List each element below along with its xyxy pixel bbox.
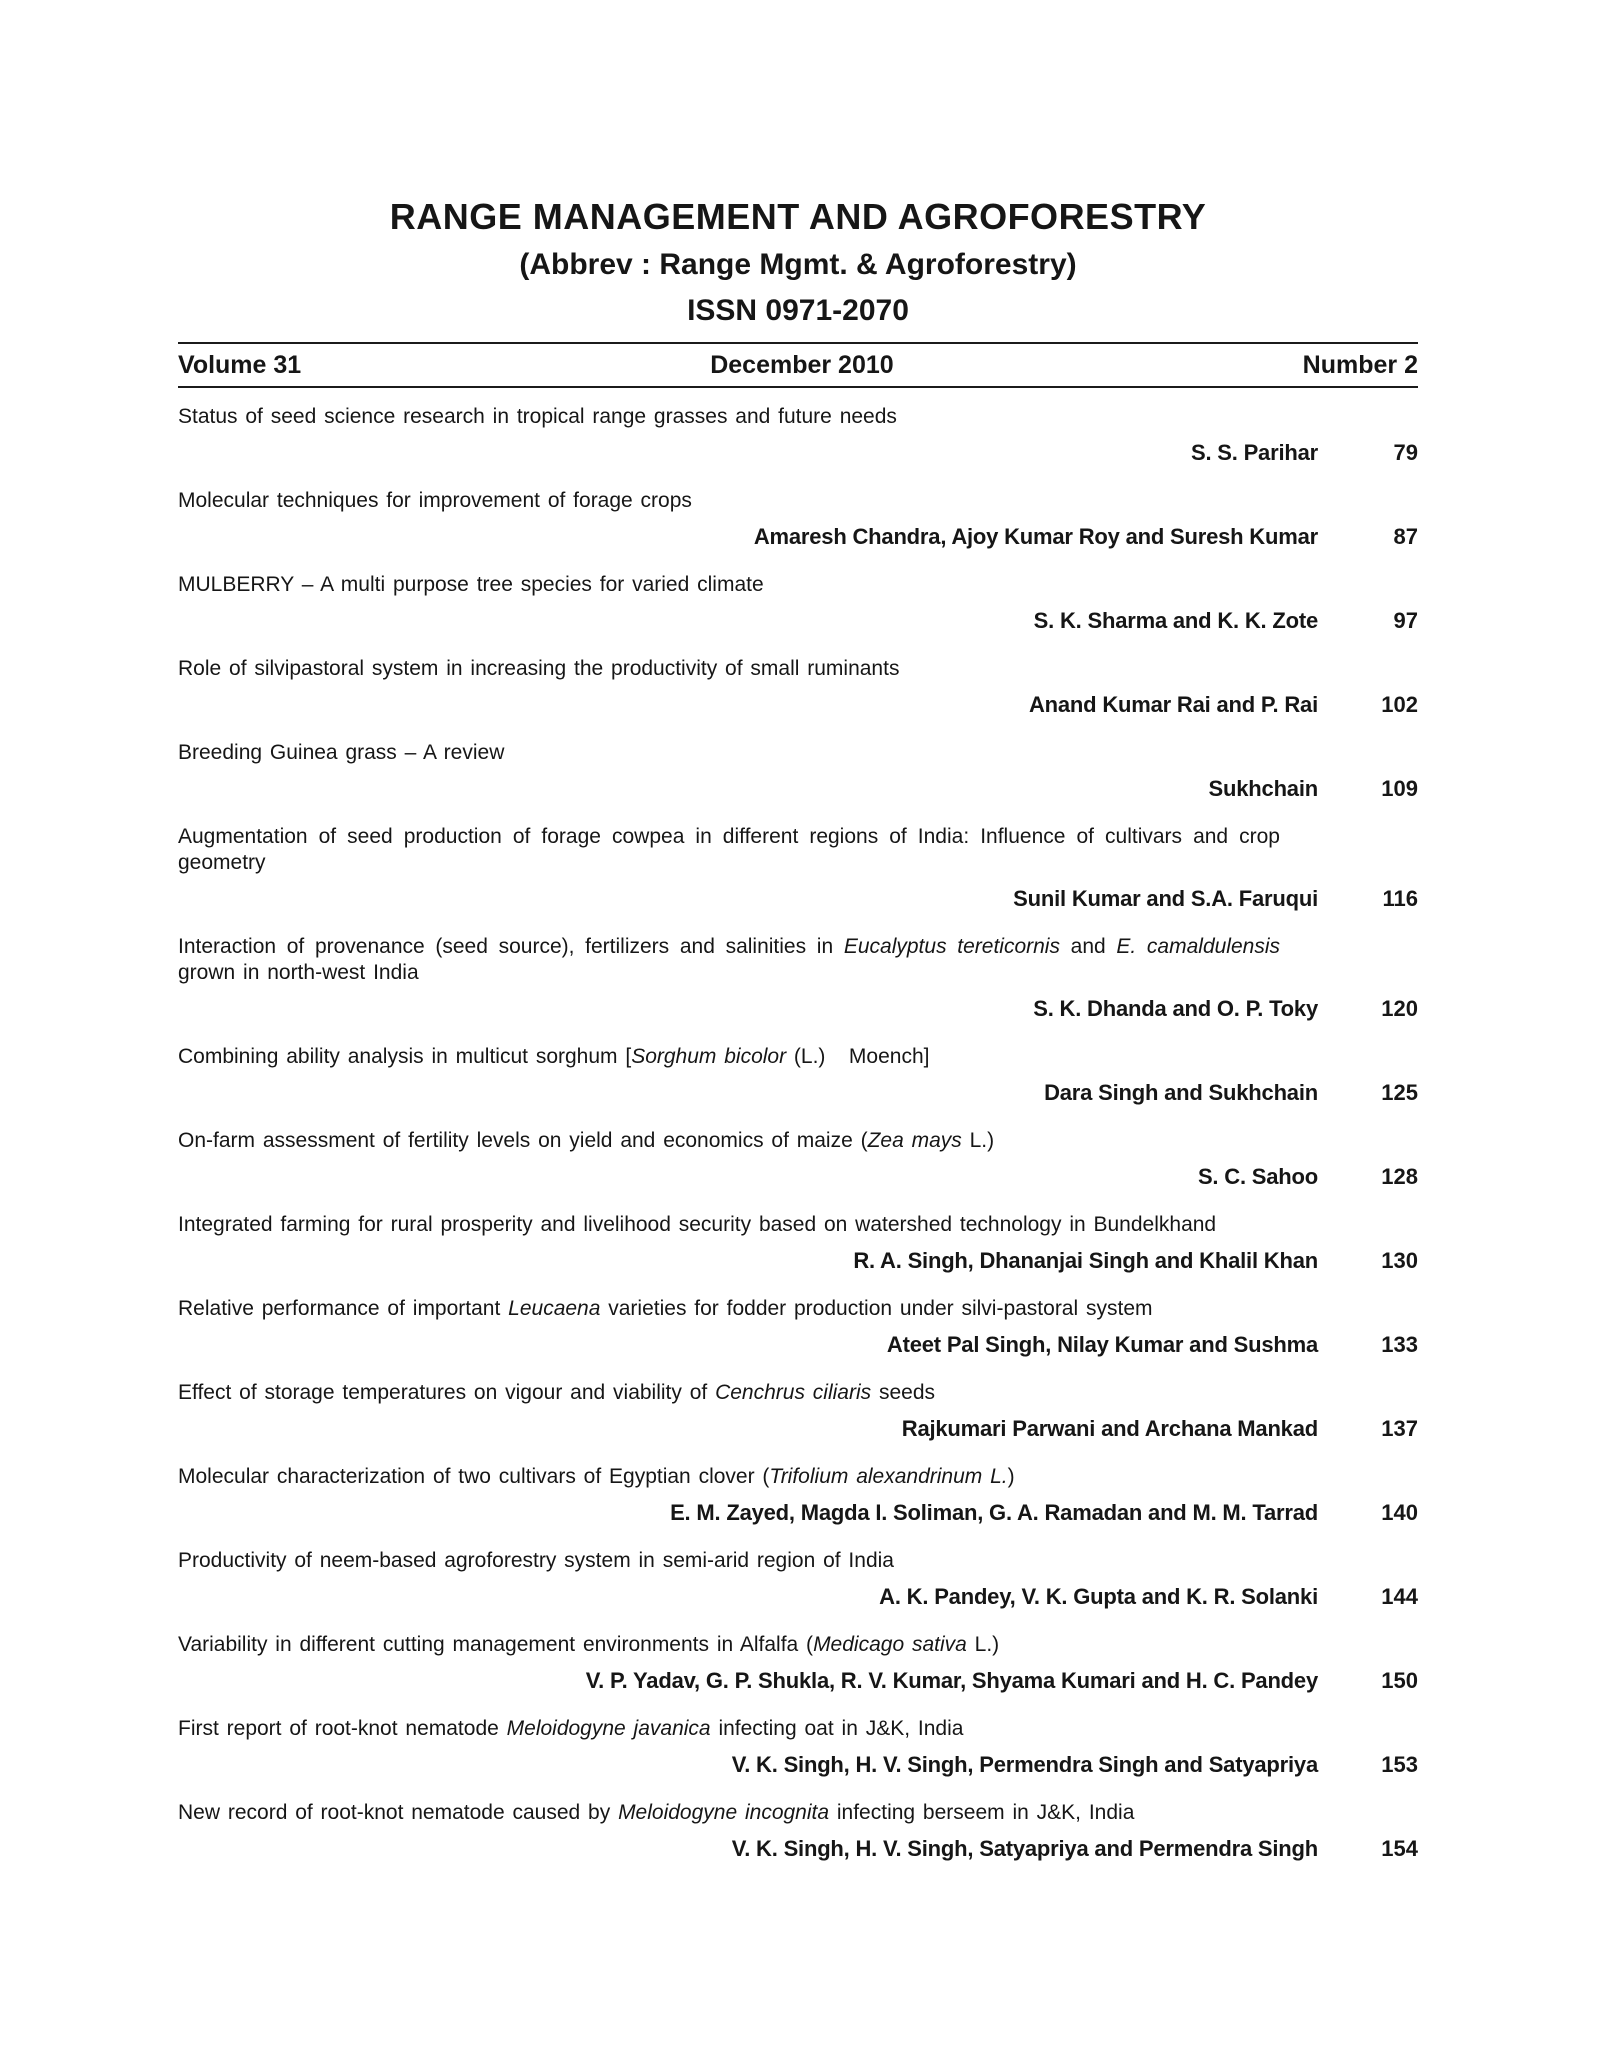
- article-byline: [178, 1080, 1418, 1128]
- article-title: Combining ability analysis in multicut sorghum [Sorghum bicolor (L.) Moench]: [178, 1045, 930, 1068]
- issue-bar: [178, 344, 1418, 386]
- article-byline: [178, 996, 1418, 1044]
- toc-entry[interactable]: [178, 1212, 1418, 1296]
- article-page-number: 144: [1381, 1584, 1418, 1609]
- toc-entry[interactable]: [178, 934, 1418, 1044]
- toc-entry[interactable]: [178, 740, 1418, 824]
- article-authors: V. K. Singh, H. V. Singh, Permendra Singh and Satyapriya: [731, 1752, 1318, 1777]
- article-authors: A. K. Pandey, V. K. Gupta and K. R. Solanki: [879, 1584, 1318, 1609]
- toc-entry[interactable]: [178, 1128, 1418, 1212]
- article-title: Breeding Guinea grass – A review: [178, 741, 505, 764]
- article-authors: Ateet Pal Singh, Nilay Kumar and Sushma: [886, 1332, 1318, 1357]
- article-page-number: 116: [1382, 886, 1418, 911]
- article-page-number: 109: [1381, 776, 1418, 801]
- toc-entry[interactable]: [178, 1464, 1418, 1548]
- article-page-number: 87: [1393, 524, 1418, 549]
- article-byline: [178, 608, 1418, 656]
- toc-entry[interactable]: [178, 824, 1418, 934]
- article-title: MULBERRY – A multi purpose tree species for varied climate: [178, 573, 764, 596]
- article-byline: [178, 1752, 1418, 1800]
- article-authors: Rajkumari Parwani and Archana Mankad: [901, 1416, 1318, 1441]
- article-authors: S. K. Dhanda and O. P. Toky: [1033, 996, 1318, 1021]
- article-page-number: 137: [1381, 1416, 1418, 1441]
- toc-entry[interactable]: [178, 572, 1418, 656]
- article-page-number: 128: [1381, 1164, 1418, 1189]
- article-title: Integrated farming for rural prosperity and livelihood security based on watershed technology in Bundelkhand: [178, 1213, 1217, 1236]
- article-page-number: 140: [1381, 1500, 1418, 1525]
- article-byline: [178, 1668, 1418, 1716]
- article-title: On-farm assessment of fertility levels on yield and economics of maize (Zea mays L.): [178, 1129, 995, 1152]
- issue-date: December 2010: [710, 350, 894, 379]
- toc-entry[interactable]: [178, 1044, 1418, 1128]
- toc-entry[interactable]: [178, 1548, 1418, 1632]
- toc-entry[interactable]: [178, 656, 1418, 740]
- toc-entry[interactable]: [178, 404, 1418, 488]
- journal-title: RANGE MANAGEMENT AND AGROFORESTRY: [389, 196, 1207, 237]
- article-authors: V. P. Yadav, G. P. Shukla, R. V. Kumar, Shyama Kumari and H. C. Pandey: [585, 1668, 1318, 1693]
- toc-entry[interactable]: [178, 1380, 1418, 1464]
- article-page-number: 102: [1381, 692, 1418, 717]
- table-of-contents: [178, 404, 1418, 1884]
- article-title: Molecular techniques for improvement of forage crops: [178, 489, 692, 512]
- article-byline: [178, 1584, 1418, 1632]
- article-byline: [178, 1500, 1418, 1548]
- journal-abbreviation: (Abbrev : Range Mgmt. & Agroforestry): [519, 248, 1077, 281]
- toc-entry[interactable]: [178, 1800, 1418, 1884]
- article-authors: R. A. Singh, Dhananjai Singh and Khalil Khan: [853, 1248, 1318, 1273]
- article-title: Augmentation of seed production of forage cowpea in different regions of India: Influence of cultivars and crop geometry: [178, 825, 1280, 874]
- issue-volume: Volume 31: [178, 350, 302, 379]
- article-page-number: 130: [1381, 1248, 1418, 1273]
- article-authors: E. M. Zayed, Magda I. Soliman, G. A. Ramadan and M. M. Tarrad: [670, 1500, 1318, 1525]
- article-title: Variability in different cutting management environments in Alfalfa (Medicago sativa L.): [178, 1633, 1000, 1656]
- article-page-number: 133: [1381, 1332, 1418, 1357]
- toc-entry[interactable]: [178, 488, 1418, 572]
- article-page-number: 79: [1393, 440, 1418, 465]
- article-byline: [178, 1248, 1418, 1296]
- issue-number: Number 2: [1302, 350, 1418, 379]
- article-authors: S. K. Sharma and K. K. Zote: [1033, 608, 1318, 633]
- journal-issn: ISSN 0971-2070: [687, 294, 909, 327]
- article-byline: [178, 524, 1418, 572]
- article-authors: Dara Singh and Sukhchain: [1044, 1080, 1318, 1105]
- article-page-number: 97: [1393, 608, 1418, 633]
- article-page-number: 154: [1381, 1836, 1418, 1861]
- article-byline: [178, 1332, 1418, 1380]
- article-byline: [178, 440, 1418, 488]
- article-title: Interaction of provenance (seed source), fertilizers and salinities in Eucalyptus tereticornis and E. camaldulensis grown in north-west India: [178, 935, 1280, 984]
- article-byline: [178, 1836, 1418, 1884]
- article-authors: S. S. Parihar: [1190, 440, 1318, 465]
- article-page-number: 153: [1381, 1752, 1418, 1777]
- article-page-number: 150: [1381, 1668, 1418, 1693]
- article-authors: S. C. Sahoo: [1197, 1164, 1318, 1189]
- article-title: First report of root-knot nematode Meloidogyne javanica infecting oat in J&K, India: [178, 1717, 964, 1740]
- article-page-number: 120: [1381, 996, 1418, 1021]
- article-byline: [178, 1164, 1418, 1212]
- article-title: Molecular characterization of two cultivars of Egyptian clover (Trifolium alexandrinum L.): [178, 1465, 1015, 1488]
- article-authors: Sukhchain: [1208, 776, 1318, 801]
- article-title: Productivity of neem-based agroforestry system in semi-arid region of India: [178, 1549, 894, 1572]
- article-authors: Amaresh Chandra, Ajoy Kumar Roy and Suresh Kumar: [753, 524, 1318, 549]
- article-title: New record of root-knot nematode caused by Meloidogyne incognita infecting berseem in J&K, India: [178, 1801, 1135, 1824]
- article-title: Status of seed science research in tropical range grasses and future needs: [178, 405, 897, 428]
- article-byline: [178, 1416, 1418, 1464]
- article-byline: [178, 692, 1418, 740]
- toc-entry[interactable]: [178, 1632, 1418, 1716]
- toc-entry[interactable]: [178, 1296, 1418, 1380]
- article-authors: V. K. Singh, H. V. Singh, Satyapriya and Permendra Singh: [731, 1836, 1318, 1861]
- article-authors: Sunil Kumar and S.A. Faruqui: [1013, 886, 1318, 911]
- article-authors: Anand Kumar Rai and P. Rai: [1028, 692, 1318, 717]
- contents-page: [178, 195, 1418, 1884]
- article-title: Relative performance of important Leucaena varieties for fodder production under silvi-pastoral system: [178, 1297, 1153, 1320]
- article-byline: [178, 886, 1418, 934]
- article-title: Role of silvipastoral system in increasing the productivity of small ruminants: [178, 657, 900, 680]
- article-title: Effect of storage temperatures on vigour and viability of Cenchrus ciliaris seeds: [178, 1381, 935, 1404]
- header-rule-bottom: [178, 386, 1418, 388]
- toc-entry[interactable]: [178, 1716, 1418, 1800]
- article-page-number: 125: [1381, 1080, 1418, 1105]
- article-byline: [178, 776, 1418, 824]
